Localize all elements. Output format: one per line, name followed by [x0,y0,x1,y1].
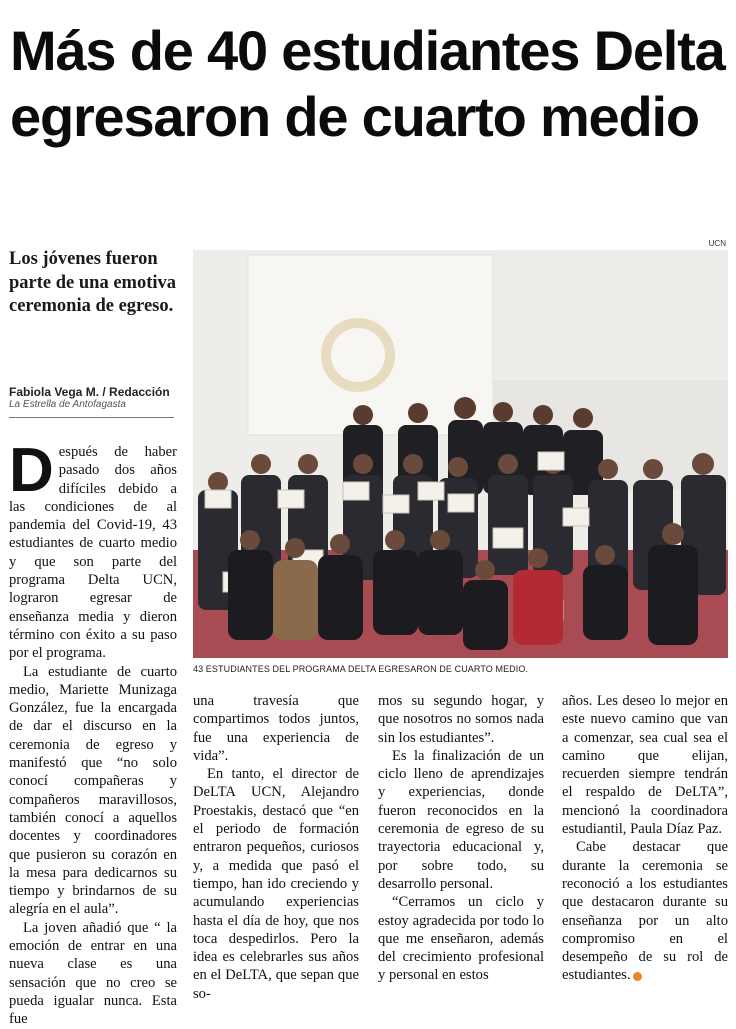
paragraph: La joven añadió que “ la emoción de entrar en una nueva clase es una sensación que no creo se pueda igualar nunca. Esta fue [9,919,177,1028]
final-text: Cabe destacar que durante la ceremonia se reconoció a los estudiantes que destacaron durante su enseñanza por un alto compromiso en el desempeño de su rol de estudiantes. [562,839,728,984]
photo-caption: 43 ESTUDIANTES DEL PROGRAMA DELTA EGRESARON DE CUARTO MEDIO. [193,664,529,674]
group-photo-illustration [193,250,728,658]
paragraph: Es la finalización de un ciclo lleno de aprendizajes y experiencias, donde fueron reconocidos en la ceremonia de egreso de su trayectoria educacional y, por sobre todo, su desarrollo personal. [378,747,544,892]
article-column-4 [562,692,728,985]
paragraph: mos su segundo hogar, y que nosotros no somos nada sin los estudiantes”. [378,693,544,746]
paragraph: La estudiante de cuarto medio, Mariette Munizaga González, fue la encargada de dar el discurso en la ceremonia de egreso y manifestó que “no solo conocí compañeras y compañeros maravillosos, también conocí a aquellos docentes y coordinadores que pusieron su corazón en la mesa para dedicarnos su tiempo y brindarnos de su alegría en el aula”. [9,663,177,918]
publication-name: La Estrella de Antofagasta [9,399,126,410]
paragraph: años. Les deseo lo mejor en este nuevo camino que van a comenzar, sea cual sea el camino que elijan, recuerden siempre tendrán el respaldo de DeLTA”, mencionó la coordinadora estudiantil, Paula Díaz Paz. [562,693,728,838]
article-column-1 [9,436,177,1029]
paragraph: En tanto, el director de DeLTA UCN, Alejandro Proestakis, destacó que “en el periodo de formación entraron pequeños, curiosos y, a medida que pasó el tiempo, han ido creciendo y acumulando experiencias hasta el día de hoy, que nos toca despedirlos. Pero la idea es celebrarles sus años en el DeLTA, que sepan que so- [193,766,359,1002]
paragraph: una travesía que compartimos todos juntos, fue una experiencia de vida”. [193,693,359,764]
article-column-2 [193,692,359,1003]
group-photo [193,250,728,658]
headline: Más de 40 estudiantes Delta egresaron de cuarto medio [10,19,725,148]
article-column-3 [378,692,544,985]
dek-subtitle: Los jóvenes fueron parte de una emotiva ceremonia de egreso. [9,249,176,316]
end-mark-icon [633,972,642,981]
intro-text: espués de haber pasado dos años difíciles debido a las condiciones de al pandemia del Covid-19, 43 estudiantes de cuarto medio y que son parte del programa Delta UCN, lograron egresar de enseñanza media y dieron término con éxito a su paso por el programa. [9,444,177,662]
drop-cap: D [9,436,54,505]
photo-credit: UCN [708,239,726,248]
paragraph-intro [9,436,177,663]
byline-divider [9,417,174,418]
paragraph: “Cerramos un ciclo y estoy agradecida por todo lo que me enseñaron, además del crecimiento profesional y personal en estos [378,894,544,984]
paragraph-final [562,838,728,984]
byline: Fabiola Vega M. / Redacción [9,385,170,399]
